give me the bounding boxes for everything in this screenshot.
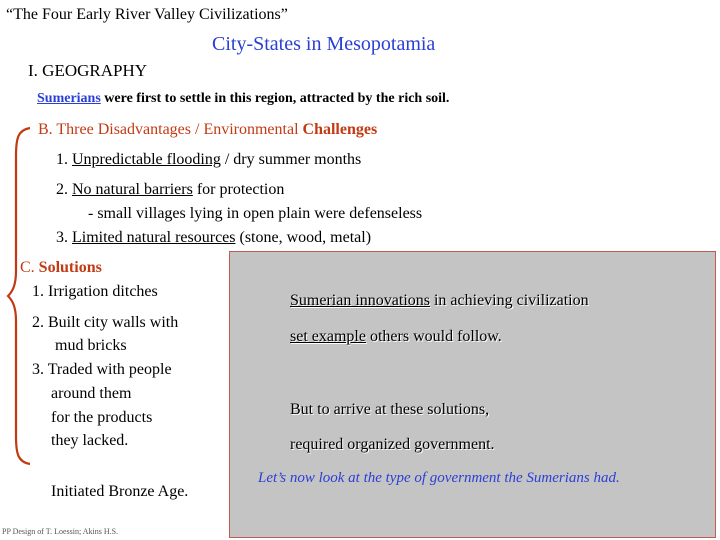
callout-line-3: But to arrive at these solutions, (290, 401, 490, 418)
disadvantages-heading (38, 121, 377, 139)
callout-rest: others would follow. (365, 328, 502, 345)
solution-item-2-line-1: 2. Built city walls with (32, 314, 179, 331)
solutions-heading-bold: Solutions (38, 259, 102, 276)
item-term: Unpredictable flooding (72, 151, 221, 168)
disadvantages-heading-prefix: B. Three Disadvantages / Environmental (38, 121, 303, 138)
disadvantage-sub-item: - small villages lying in open plain were defenseless (88, 205, 423, 222)
disadvantages-heading-bold: Challenges (302, 121, 378, 138)
item-number: 1. (56, 151, 72, 168)
callout-line-1 (290, 292, 589, 310)
callout-line-4: required organized government. (290, 436, 495, 453)
solution-item-3-line-4: they lacked. (51, 432, 129, 449)
item-term: No natural barriers (72, 181, 193, 198)
item-number: 3. (56, 229, 72, 246)
item-rest: / dry summer months (220, 151, 362, 168)
callout-rest: in achieving civilization (429, 292, 589, 309)
transition-note: Let’s now look at the type of government the Sumerians had. (258, 470, 620, 486)
callout-line-2 (290, 328, 502, 346)
solution-item-3-line-3: for the products (51, 409, 153, 426)
solutions-heading (20, 259, 102, 277)
solution-item-3-line-2: around them (51, 385, 132, 402)
bronze-age-note: Initiated Bronze Age. (51, 483, 189, 500)
slide-subtitle: City-States in Mesopotamia (212, 33, 436, 55)
item-rest: for protection (192, 181, 285, 198)
curly-brace-icon (6, 126, 34, 466)
solution-item-2-line-2: mud bricks (55, 337, 127, 354)
item-number: 2. (56, 181, 72, 198)
item-term: Limited natural resources (72, 229, 236, 246)
disadvantage-item-3 (56, 229, 371, 247)
footer-credit: PP Design of T. Loessin; Akins H.S. (2, 527, 119, 536)
slide-title: “The Four Early River Valley Civilizations” (6, 6, 288, 23)
item-rest: (stone, wood, metal) (235, 229, 372, 246)
callout-term: set example (290, 328, 366, 345)
callout-term: Sumerian innovations (290, 292, 430, 309)
sumerians-link[interactable]: Sumerians (37, 91, 101, 106)
disadvantage-item-1 (56, 151, 361, 169)
solution-item-1: 1. Irrigation ditches (32, 283, 158, 300)
solution-item-3-line-1: 3. Traded with people (32, 361, 172, 378)
sumerians-statement (37, 91, 449, 107)
solutions-heading-prefix: C. (20, 259, 39, 276)
geography-heading: I. GEOGRAPHY (28, 61, 147, 80)
disadvantage-item-2 (56, 181, 284, 199)
sumerians-statement-text: were first to settle in this region, attracted by the rich soil. (100, 91, 450, 106)
